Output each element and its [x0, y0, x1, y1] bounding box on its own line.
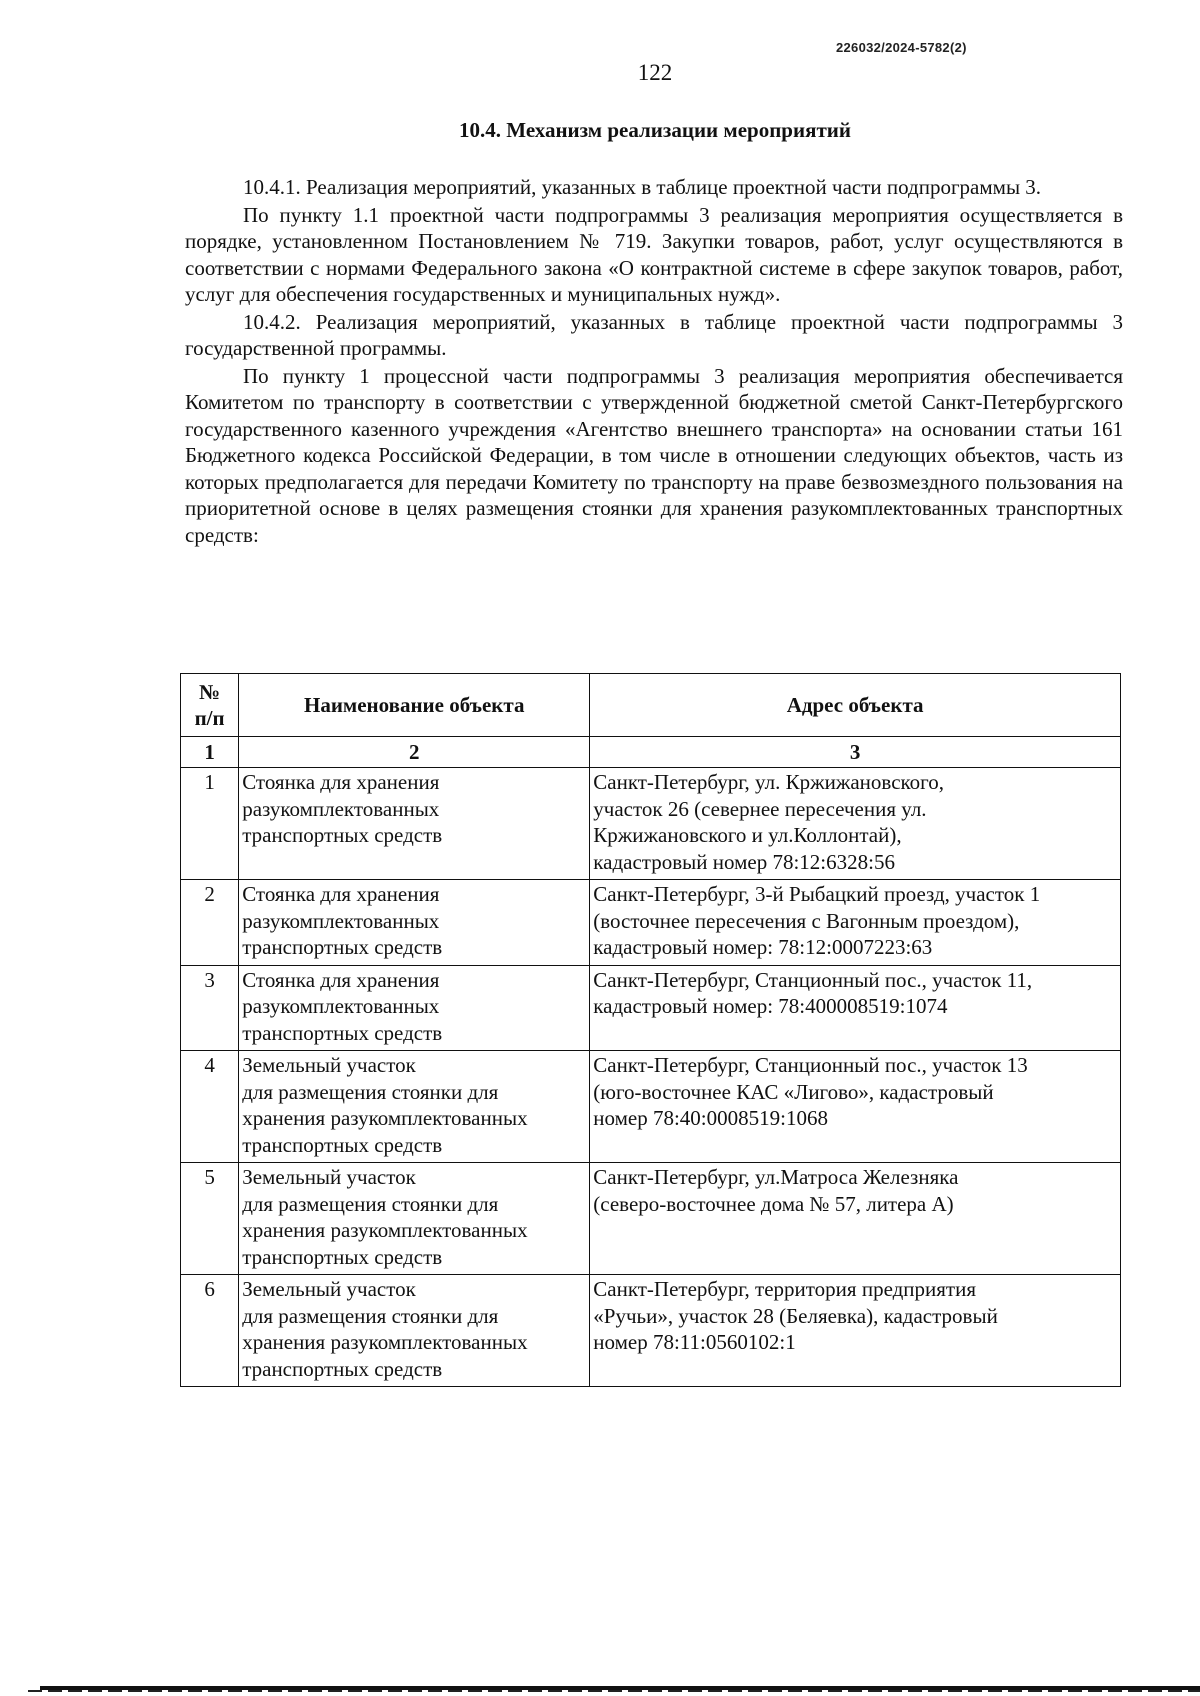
header-number-pp: п/п	[194, 706, 225, 730]
index-cell: 1	[181, 737, 239, 768]
index-cell: 3	[590, 737, 1121, 768]
object-address-line: Санкт-Петербург, ул.Матроса Железняка	[593, 1165, 959, 1189]
object-address-cell	[590, 880, 1121, 966]
document-id: 226032/2024-5782(2)	[836, 40, 967, 55]
object-address-line: кадастровый номер: 78:12:0007223:63	[593, 935, 933, 959]
paragraph-item-1-1: По пункту 1.1 проектной части подпрограммы 3 реализация мероприятия осуществляется в порядке, установленном Постановлением № 719. Закупки товаров, работ, услуг осуществляются в соответствии с нормами Федерального закона «О контрактной системе в сфере закупок товаров, работ, услуг для обеспечения государственных и муниципальных нужд».	[185, 202, 1123, 306]
table-row	[181, 1163, 1121, 1275]
object-name-line: хранения разукомплектованных	[242, 1330, 528, 1354]
object-address-cell	[590, 1051, 1121, 1163]
object-name-line: Стоянка для хранения	[242, 967, 440, 992]
object-name-cell	[239, 965, 590, 1051]
object-name-line: транспортных средств	[242, 1132, 443, 1157]
object-name-line: хранения разукомплектованных	[242, 1218, 528, 1242]
object-name-line: Земельный участок	[242, 1053, 416, 1077]
object-name-line: для размещения стоянки для	[242, 1303, 499, 1328]
object-name-line: разукомплектованных	[242, 796, 440, 821]
header-number-sign: №	[199, 679, 221, 704]
table-row	[181, 1275, 1121, 1387]
object-name-cell	[239, 880, 590, 966]
object-address-line: Санкт-Петербург, территория предприятия	[593, 1277, 977, 1301]
object-name-line: транспортных средств	[242, 1020, 443, 1045]
object-address-line: Санкт-Петербург, Станционный пос., участок 11,	[593, 967, 1033, 992]
row-number-cell: 2	[181, 880, 239, 966]
object-address-line: номер 78:11:0560102:1	[593, 1330, 796, 1354]
object-name-line: разукомплектованных	[242, 994, 440, 1018]
paragraph-10-4-1: 10.4.1. Реализация мероприятий, указанных в таблице проектной части подпрограммы 3.	[243, 175, 1042, 199]
scan-edge-dashes	[28, 1690, 1200, 1692]
object-address-cell	[590, 1163, 1121, 1275]
table-row	[181, 880, 1121, 966]
page-number: 122	[637, 60, 673, 85]
object-name-line: транспортных средств	[242, 935, 443, 959]
table-row	[181, 768, 1121, 880]
table-index-row	[181, 737, 1121, 768]
row-number-cell: 6	[181, 1275, 239, 1387]
object-name-line: Земельный участок	[242, 1277, 416, 1301]
paragraph-item-1: По пункту 1 процессной части подпрограммы 3 реализация мероприятия обеспечивается Комитетом по транспорту в соответствии с утвержденной бюджетной сметой Санкт-Петербургского государственного казенного учреждения «Агентство внешнего транспорта» на основании статьи 161 Бюджетного кодекса Российской Федерации, в том числе в отношении следующих объектов, часть из которых предполагается для передачи Комитету по транспорту на праве безвозмездного пользования на приоритетной основе в целях размещения стоянки для хранения разукомплектованных транспортных средств:	[185, 363, 1123, 547]
object-name-cell	[239, 1163, 590, 1275]
object-address-line: Санкт-Петербург, 3-й Рыбацкий проезд, участок 1	[593, 882, 1041, 906]
table-row	[181, 1051, 1121, 1163]
row-number-cell: 5	[181, 1163, 239, 1275]
object-name-line: для размещения стоянки для	[242, 1079, 499, 1104]
object-name-line: транспортных средств	[242, 1356, 443, 1381]
object-name-line: для размещения стоянки для	[242, 1191, 499, 1216]
object-name-cell	[239, 1275, 590, 1387]
table-body	[181, 768, 1121, 1387]
object-name-line: Стоянка для хранения	[242, 882, 440, 906]
table-row	[181, 965, 1121, 1051]
object-name-line: разукомплектованных	[242, 908, 440, 933]
header-object-name: Наименование объекта	[239, 674, 590, 737]
header-object-address: Адрес объекта	[590, 674, 1121, 737]
object-address-line: участок 26 (севернее пересечения ул.	[593, 796, 927, 821]
object-address-line: кадастровый номер 78:12:6328:56	[593, 849, 895, 874]
object-name-line: транспортных средств	[242, 823, 443, 847]
object-address-line: Кржижановского и ул.Коллонтай),	[593, 823, 902, 847]
object-address-cell	[590, 965, 1121, 1051]
table-header-row	[181, 674, 1121, 737]
section-heading: 10.4. Механизм реализации мероприятий	[459, 118, 851, 142]
object-name-line: хранения разукомплектованных	[242, 1106, 528, 1130]
row-number-cell: 3	[181, 965, 239, 1051]
object-address-line: (северо-восточнее дома № 57, литера А)	[593, 1191, 954, 1216]
object-address-line: кадастровый номер: 78:400008519:1074	[593, 994, 948, 1018]
row-number-cell: 4	[181, 1051, 239, 1163]
object-address-line: Санкт-Петербург, Станционный пос., участок 13	[593, 1053, 1028, 1077]
object-name-cell	[239, 1051, 590, 1163]
row-number-cell: 1	[181, 768, 239, 880]
object-address-line: номер 78:40:0008519:1068	[593, 1106, 828, 1130]
object-name-line: Земельный участок	[242, 1165, 416, 1189]
object-address-cell	[590, 1275, 1121, 1387]
object-address-line: (юго-восточнее КАС «Лигово», кадастровый	[593, 1079, 994, 1104]
objects-table	[180, 673, 1121, 1387]
object-address-line: Санкт-Петербург, ул. Кржижановского,	[593, 770, 945, 794]
object-address-cell	[590, 768, 1121, 880]
object-name-line: Стоянка для хранения	[242, 770, 440, 794]
object-name-line: транспортных средств	[242, 1244, 443, 1269]
header-number	[181, 674, 239, 737]
object-address-line: (восточнее пересечения с Вагонным проездом),	[593, 908, 1020, 933]
body-text	[185, 174, 1123, 549]
paragraph-10-4-2: 10.4.2. Реализация мероприятий, указанных в таблице проектной части подпрограммы 3 государственной программы.	[185, 309, 1123, 360]
object-name-cell	[239, 768, 590, 880]
object-address-line: «Ручьи», участок 28 (Беляевка), кадастровый	[593, 1303, 998, 1328]
index-cell: 2	[239, 737, 590, 768]
